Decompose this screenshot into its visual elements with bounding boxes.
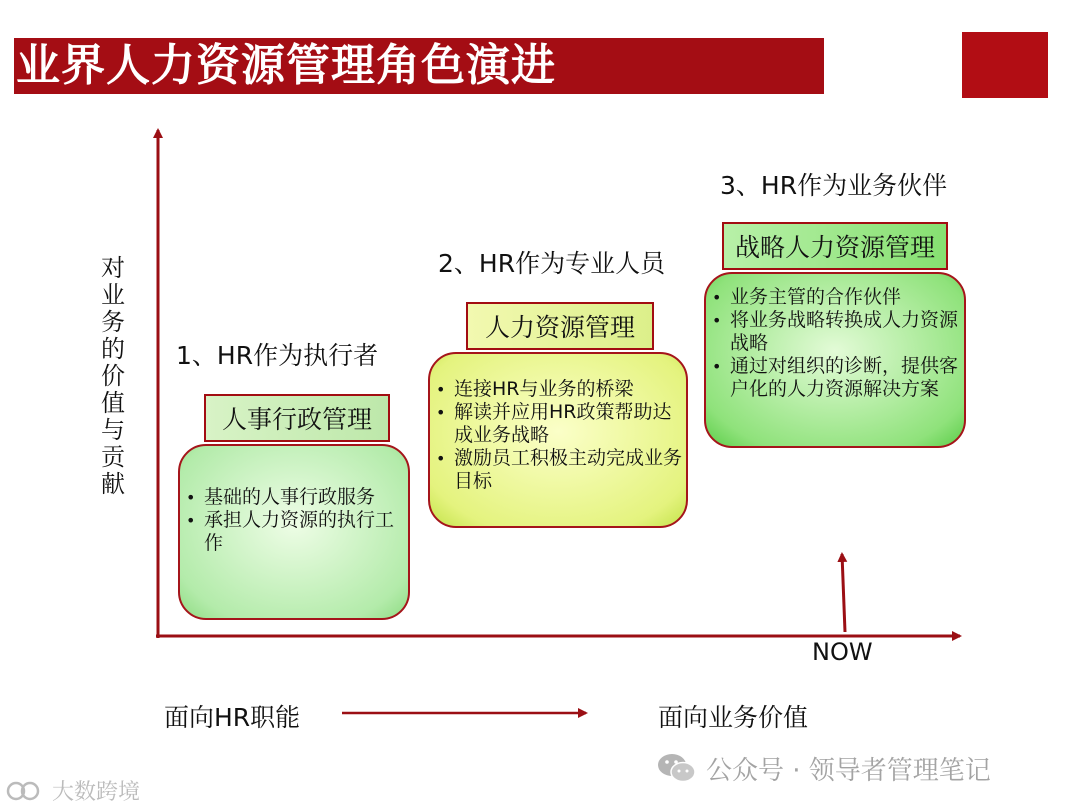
stage-1-bullet: • 承担人力资源的执行工作: [180, 509, 408, 555]
now-marker-arrow: [842, 554, 845, 632]
stage-2-card: [428, 352, 688, 528]
stage-1-card: [178, 444, 410, 620]
brand-logo-icon: [4, 776, 48, 804]
y-axis-label: 对业务的价值与贡献: [101, 254, 125, 498]
bottom-right-label: 面向业务价值: [658, 703, 809, 732]
watermark-left-text: 大数跨境: [52, 779, 141, 805]
watermark-left: [4, 775, 140, 805]
stage-3-card: [704, 272, 966, 448]
stage-3-bullet: • 业务主管的合作伙伴: [706, 286, 964, 309]
stage-1-bullet: • 基础的人事行政服务: [180, 486, 408, 509]
stage-2-bullet: • 解读并应用HR政策帮助达成业务战略: [430, 401, 686, 447]
now-label: NOW: [812, 638, 873, 666]
page-title: 业界人力资源管理角色演进: [16, 40, 556, 91]
stage-2-box-title: 人力资源管理: [466, 302, 654, 350]
stage-2-bullet: • 连接HR与业务的桥梁: [430, 378, 686, 401]
stage-3-box-title: 战略人力资源管理: [722, 222, 948, 270]
stage-3-bullet: • 通过对组织的诊断，提供客户化的人力资源解决方案: [706, 355, 964, 401]
stage-1-box-title: 人事行政管理: [204, 394, 390, 442]
stage-2-heading: 2、HR作为专业人员: [438, 249, 666, 278]
watermark-right: [656, 750, 991, 786]
stage-1-heading: 1、HR作为执行者: [176, 341, 379, 370]
wechat-icon: [656, 751, 698, 785]
bottom-left-label: 面向HR职能: [164, 703, 301, 732]
stage-3-bullet: • 将业务战略转换成人力资源战略: [706, 309, 964, 355]
stage-3-heading: 3、HR作为业务伙伴: [720, 171, 948, 200]
stage-2-bullet: • 激励员工积极主动完成业务目标: [430, 447, 686, 493]
watermark-right-text: 公众号 · 领导者管理笔记: [706, 755, 991, 786]
